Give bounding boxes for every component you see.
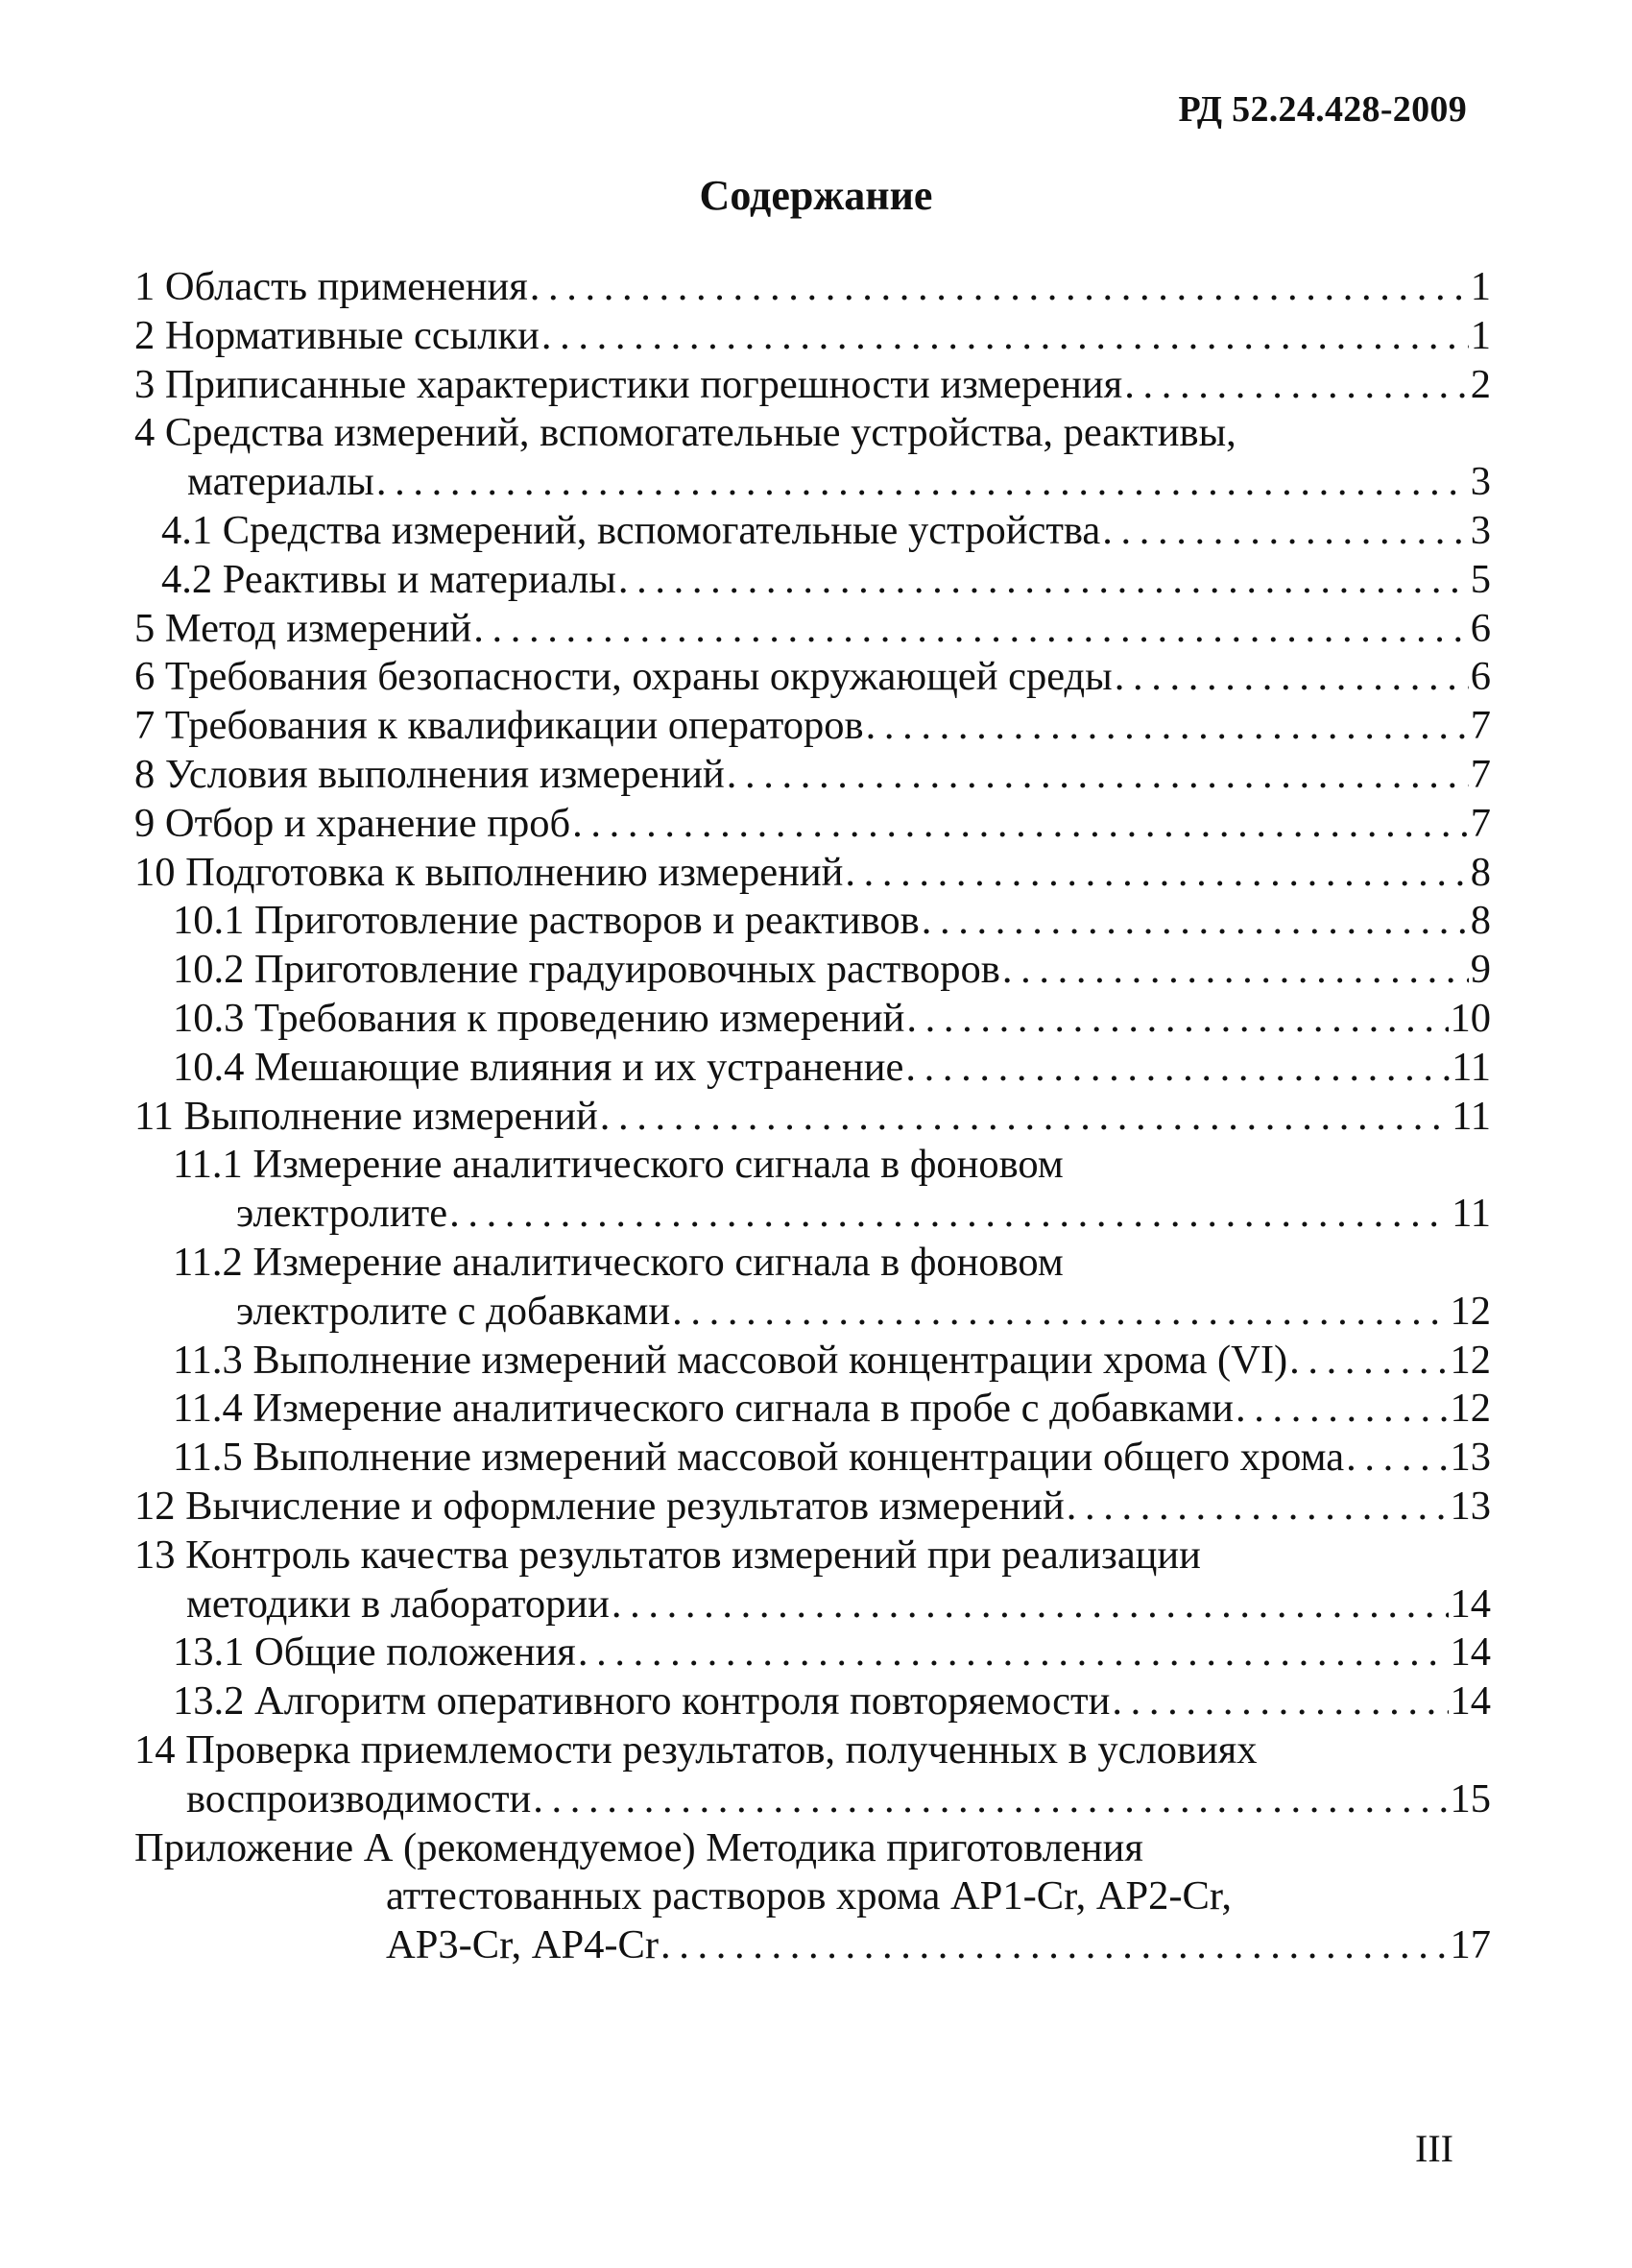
- toc-entry[interactable]: [134, 1677, 1491, 1726]
- dot-leader: [376, 458, 1469, 507]
- toc-entry-text: 12 Вычисление и оформление результатов измерений: [134, 1483, 1065, 1529]
- toc-entry[interactable]: [134, 1629, 1491, 1677]
- toc-entry[interactable]: [134, 1434, 1491, 1483]
- toc-entry-page: 17: [1450, 1922, 1491, 1968]
- toc-entry-continuation: аттестованных растворов хрома АР1-Cr, АР2-Cr,: [386, 1873, 1232, 1919]
- dot-leader: [906, 995, 1448, 1044]
- toc-entry-page: 13: [1450, 1435, 1491, 1481]
- toc-entry[interactable]: [134, 751, 1491, 800]
- page-number: III: [1415, 2127, 1453, 2170]
- toc-entry[interactable]: [134, 361, 1491, 410]
- dot-leader: [905, 1044, 1450, 1093]
- toc-entry-page: 1: [1470, 312, 1491, 358]
- dot-leader: [530, 263, 1469, 312]
- toc-entry-page: 14: [1450, 1629, 1491, 1676]
- toc-entry-continuation: методики в лаборатории: [186, 1580, 610, 1627]
- toc-entry-page: 11: [1452, 1044, 1491, 1090]
- toc-entry-page: 6: [1470, 654, 1491, 700]
- toc-entry-page: 9: [1470, 947, 1491, 993]
- toc-entry-text: 10 Подготовка к выполнению измерений: [134, 849, 844, 895]
- toc-entry[interactable]: [134, 312, 1491, 361]
- toc-entry-text: 6 Требования безопасности, охраны окружающей среды: [134, 654, 1113, 700]
- toc-entry-page: 2: [1470, 361, 1491, 407]
- toc-entry-continuation: материалы: [187, 459, 374, 505]
- dot-leader: [1236, 1385, 1448, 1434]
- toc-entry[interactable]: [134, 1775, 1491, 1824]
- document-code: РД 52.24.428-2009: [1178, 89, 1467, 130]
- toc-entry[interactable]: [134, 507, 1491, 556]
- toc-entry-page: 7: [1470, 751, 1491, 797]
- toc-entry-text: 14 Проверка приемлемости результатов, полученных в условиях: [134, 1726, 1258, 1773]
- dot-leader: [1115, 653, 1469, 702]
- dot-leader: [866, 702, 1469, 751]
- toc-entry-page: 7: [1470, 703, 1491, 749]
- toc-entry-page: 5: [1470, 556, 1491, 602]
- toc-entry-page: 1: [1470, 264, 1491, 309]
- dot-leader: [578, 1629, 1449, 1677]
- dot-leader: [473, 605, 1468, 654]
- toc-entry[interactable]: [134, 1921, 1491, 1970]
- toc-entry-text: 4.2 Реактивы и материалы: [161, 556, 616, 602]
- toc-entry-text: 13 Контроль качества результатов измерений при реализации: [134, 1532, 1201, 1578]
- toc-entry-text: 11.3 Выполнение измерений массовой концентрации хрома (VI): [173, 1337, 1288, 1383]
- toc-entry[interactable]: [134, 1580, 1491, 1629]
- toc-entry[interactable]: [134, 458, 1491, 507]
- dot-leader: [727, 751, 1469, 800]
- toc-entry-text: 5 Метод измерений: [134, 605, 472, 651]
- toc-entry-page: 14: [1450, 1678, 1491, 1725]
- toc-entry-page: 12: [1450, 1288, 1491, 1334]
- toc-entry-text: 10.4 Мешающие влияния и их устранение: [173, 1044, 904, 1090]
- toc-entry[interactable]: [134, 1385, 1491, 1434]
- toc-entry-page: 8: [1470, 898, 1491, 944]
- toc-entry-continuation: электролите с добавками: [236, 1288, 671, 1334]
- toc-entry-text: 11.2 Измерение аналитического сигнала в фоновом: [173, 1239, 1064, 1285]
- toc-entry[interactable]: [134, 556, 1491, 605]
- toc-entry-text: 11 Выполнение измерений: [134, 1093, 598, 1139]
- toc-entry-text: 10.2 Приготовление градуировочных растворов: [173, 947, 1000, 993]
- toc-entry-text: 2 Нормативные ссылки: [134, 312, 540, 358]
- toc-entry-continuation: воспроизводимости: [186, 1775, 532, 1822]
- toc-entry-text: 4.1 Средства измерений, вспомогательные устройства: [161, 507, 1101, 553]
- toc-entry-continuation: электролите: [236, 1191, 448, 1237]
- table-of-contents: [134, 263, 1491, 1970]
- toc-entry[interactable]: [134, 995, 1491, 1044]
- toc-entry-text: 9 Отбор и хранение проб: [134, 800, 571, 846]
- toc-entry-page: 14: [1450, 1580, 1491, 1627]
- toc-entry-page: 7: [1470, 800, 1491, 846]
- dot-leader: [672, 1288, 1448, 1337]
- toc-entry-text: 10.1 Приготовление растворов и реактивов: [173, 898, 920, 944]
- dot-leader: [449, 1190, 1450, 1239]
- toc-title: Содержание: [699, 172, 933, 219]
- toc-entry-page: 11: [1452, 1093, 1491, 1139]
- toc-entry-page: 8: [1470, 849, 1491, 895]
- toc-entry[interactable]: [134, 263, 1491, 312]
- toc-entry-page: 13: [1450, 1483, 1491, 1529]
- toc-entry[interactable]: [134, 1190, 1491, 1239]
- dot-leader: [1002, 946, 1469, 995]
- toc-entry-page: 15: [1450, 1775, 1491, 1822]
- dot-leader: [1289, 1337, 1448, 1386]
- dot-leader: [1346, 1434, 1448, 1483]
- toc-entry-text: 1 Область применения: [134, 264, 528, 309]
- toc-entry[interactable]: [134, 1337, 1491, 1386]
- dot-leader: [533, 1775, 1448, 1824]
- toc-entry-text: 11.1 Измерение аналитического сигнала в фоновом: [173, 1142, 1064, 1188]
- dot-leader: [1124, 361, 1469, 410]
- toc-entry-text: 4 Средства измерений, вспомогательные устройства, реактивы,: [134, 410, 1236, 456]
- toc-entry-text: 11.5 Выполнение измерений массовой концентрации общего хрома: [173, 1435, 1345, 1481]
- toc-entry-text: 13.2 Алгоритм оперативного контроля повторяемости: [173, 1678, 1111, 1725]
- toc-entry[interactable]: [134, 1483, 1491, 1532]
- dot-leader: [541, 312, 1469, 361]
- toc-entry[interactable]: [134, 800, 1491, 849]
- toc-entry[interactable]: [134, 1288, 1491, 1337]
- dot-leader: [600, 1093, 1450, 1142]
- toc-entry-continuation: АР3-Cr, АР4-Cr: [386, 1922, 660, 1968]
- dot-leader: [1102, 507, 1468, 556]
- toc-entry-text: 8 Условия выполнения измерений: [134, 751, 725, 797]
- dot-leader: [1067, 1483, 1449, 1532]
- toc-entry-text: 10.3 Требования к проведению измерений: [173, 995, 905, 1041]
- dot-leader: [660, 1921, 1448, 1970]
- toc-entry[interactable]: [134, 1093, 1491, 1142]
- toc-entry[interactable]: [134, 849, 1491, 898]
- toc-entry[interactable]: [134, 897, 1491, 946]
- dot-leader: [618, 556, 1469, 605]
- toc-entry[interactable]: [134, 605, 1491, 654]
- dot-leader: [1112, 1677, 1448, 1726]
- toc-entry-page: 12: [1450, 1337, 1491, 1383]
- toc-entry-text: 3 Приписанные характеристики погрешности измерения: [134, 361, 1123, 407]
- toc-entry-page: 11: [1452, 1191, 1491, 1237]
- dot-leader: [845, 849, 1468, 898]
- toc-entry[interactable]: [134, 702, 1491, 751]
- dot-leader: [612, 1580, 1449, 1629]
- toc-entry-text: 13.1 Общие положения: [173, 1629, 576, 1676]
- toc-entry-page: 10: [1450, 995, 1491, 1041]
- toc-entry-page: 3: [1470, 459, 1491, 505]
- toc-entry-page: 12: [1450, 1386, 1491, 1432]
- toc-entry[interactable]: [134, 1044, 1491, 1093]
- toc-entry-page: 6: [1470, 605, 1491, 651]
- toc-entry-text: Приложение А (рекомендуемое) Методика приготовления: [134, 1824, 1143, 1870]
- toc-entry-text: 7 Требования к квалификации операторов: [134, 703, 864, 749]
- toc-entry-page: 3: [1470, 507, 1491, 553]
- dot-leader: [572, 800, 1469, 849]
- toc-entry[interactable]: [134, 946, 1491, 995]
- toc-entry[interactable]: [134, 653, 1491, 702]
- toc-entry-text: 11.4 Измерение аналитического сигнала в пробе с добавками: [173, 1386, 1235, 1432]
- dot-leader: [922, 897, 1469, 946]
